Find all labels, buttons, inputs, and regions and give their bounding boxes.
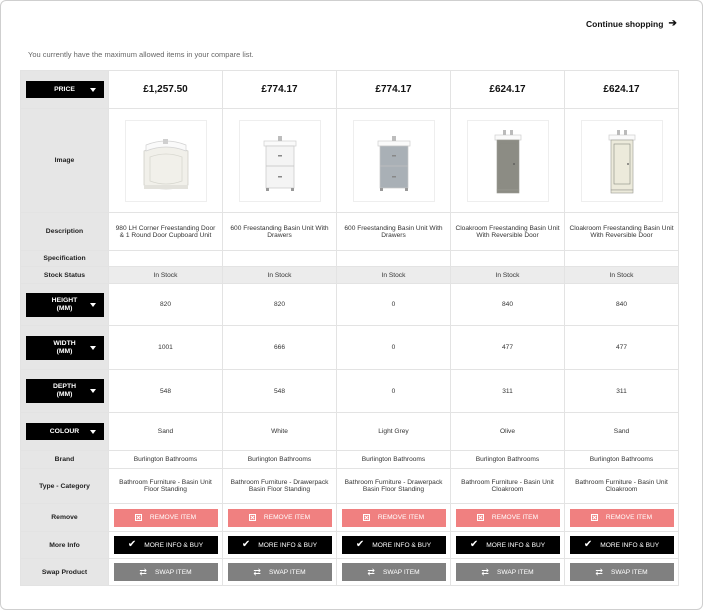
width-cell bbox=[109, 326, 223, 370]
product-type: Bathroom Furniture - Drawerpack Basin Floor Standing bbox=[344, 479, 443, 493]
remove-cell bbox=[223, 504, 337, 532]
stock-status: In Stock bbox=[609, 271, 634, 279]
image-label-cell bbox=[21, 109, 109, 213]
description-cell bbox=[565, 213, 679, 251]
chevron-down-icon bbox=[90, 346, 96, 350]
remove-cell bbox=[565, 504, 679, 532]
product-price: £774.17 bbox=[261, 84, 298, 95]
remove-item-button[interactable] bbox=[228, 509, 332, 527]
width-cell bbox=[337, 326, 451, 370]
checkmark-icon: ✔ bbox=[241, 539, 251, 550]
colour-label-cell bbox=[21, 413, 109, 451]
stock-status: In Stock bbox=[153, 271, 178, 279]
width-dropdown[interactable] bbox=[26, 336, 104, 360]
product-description: 600 Freestanding Basin Unit With Drawers bbox=[344, 224, 443, 239]
height-cell bbox=[223, 284, 337, 326]
product-colour: Sand bbox=[157, 428, 174, 435]
more-info-buy-button[interactable] bbox=[456, 536, 560, 554]
image-cell bbox=[451, 109, 565, 213]
product-width: 666 bbox=[273, 344, 285, 351]
price-dropdown[interactable] bbox=[26, 81, 104, 98]
product-type: Bathroom Furniture - Basin Unit Cloakroom bbox=[461, 479, 554, 493]
product-brand: Burlington Bathrooms bbox=[361, 456, 426, 463]
type-cell bbox=[565, 469, 679, 504]
remove-cell bbox=[451, 504, 565, 532]
description-row-label: Description bbox=[45, 228, 84, 235]
width-cell bbox=[223, 326, 337, 370]
remove-box-icon bbox=[249, 514, 256, 521]
specification-cell bbox=[109, 251, 223, 267]
product-colour: Sand bbox=[613, 428, 630, 435]
remove-item-button[interactable] bbox=[570, 509, 674, 527]
info-button-label: MORE INFO & BUY bbox=[600, 541, 660, 549]
height-dropdown-label bbox=[52, 297, 78, 313]
info-button-label: MORE INFO & BUY bbox=[372, 541, 432, 549]
compare-limit-notice: You currently have the maximum allowed items in your compare list. bbox=[28, 50, 254, 59]
description-cell bbox=[451, 213, 565, 251]
depth-cell bbox=[109, 370, 223, 413]
depth-dropdown-label bbox=[53, 383, 76, 399]
brand-cell bbox=[451, 451, 565, 469]
width-dropdown-text-1: WIDTH bbox=[53, 339, 76, 347]
product-height: 0 bbox=[391, 301, 396, 308]
height-dropdown-text-2: (MM) bbox=[56, 304, 73, 312]
product-description: 600 Freestanding Basin Unit With Drawers bbox=[230, 224, 329, 239]
product-height: 820 bbox=[159, 301, 171, 308]
product-height: 840 bbox=[501, 301, 513, 308]
depth-cell bbox=[565, 370, 679, 413]
remove-button-label: REMOVE ITEM bbox=[491, 514, 539, 521]
brand-cell bbox=[223, 451, 337, 469]
depth-dropdown-text-1: DEPTH bbox=[52, 383, 77, 391]
info-cell bbox=[223, 532, 337, 559]
product-height: 820 bbox=[273, 301, 285, 308]
swap-button-label: SWAP ITEM bbox=[154, 568, 192, 576]
product-width: 477 bbox=[501, 344, 513, 351]
swap-arrows-icon: ⇄ bbox=[367, 566, 375, 577]
stock-status-row-label: Stock Status bbox=[43, 271, 86, 279]
width-cell bbox=[451, 326, 565, 370]
cloakroom-unit-image[interactable] bbox=[581, 120, 663, 202]
height-label-cell bbox=[21, 284, 109, 326]
checkmark-icon: ✔ bbox=[355, 539, 365, 550]
swap-cell bbox=[337, 559, 451, 586]
stock-cell bbox=[565, 267, 679, 284]
remove-button-label: REMOVE ITEM bbox=[263, 514, 311, 521]
swap-arrows-icon: ⇄ bbox=[595, 566, 603, 577]
type-cell bbox=[451, 469, 565, 504]
price-cell bbox=[565, 71, 679, 109]
swap-cell bbox=[451, 559, 565, 586]
product-description: Cloakroom Freestanding Basin Unit With Reversible Door bbox=[455, 224, 560, 239]
image-cell bbox=[565, 109, 679, 213]
product-width: 477 bbox=[615, 344, 627, 351]
swap-item-button[interactable] bbox=[342, 563, 446, 581]
product-description: 980 LH Corner Freestanding Door & 1 Round Door Cupboard Unit bbox=[115, 224, 216, 239]
swap-product-row-label-cell bbox=[21, 559, 109, 586]
price-label-cell bbox=[21, 71, 109, 109]
product-width: 1001 bbox=[158, 344, 173, 351]
specification-cell bbox=[451, 251, 565, 267]
width-dropdown-label bbox=[53, 340, 75, 356]
price-dropdown-text-1: PRICE bbox=[54, 85, 75, 93]
width-cell bbox=[565, 326, 679, 370]
specification-cell bbox=[337, 251, 451, 267]
swap-arrows-icon: ⇄ bbox=[253, 566, 261, 577]
remove-item-button[interactable] bbox=[114, 509, 218, 527]
colour-cell bbox=[451, 413, 565, 451]
product-depth: 548 bbox=[273, 387, 285, 395]
description-label-cell bbox=[21, 213, 109, 251]
colour-cell bbox=[565, 413, 679, 451]
price-cell bbox=[451, 71, 565, 109]
stock-label-cell bbox=[21, 267, 109, 284]
depth-dropdown[interactable] bbox=[26, 379, 104, 403]
description-cell bbox=[109, 213, 223, 251]
type-label-cell bbox=[21, 469, 109, 504]
stock-cell bbox=[109, 267, 223, 284]
remove-item-button[interactable] bbox=[342, 509, 446, 527]
price-cell bbox=[337, 71, 451, 109]
product-price: £1,257.50 bbox=[143, 84, 188, 95]
specification-cell bbox=[223, 251, 337, 267]
product-type: Bathroom Furniture - Basin Unit Cloakroom bbox=[575, 479, 668, 493]
product-price: £624.17 bbox=[489, 84, 526, 95]
remove-row-label-cell bbox=[21, 504, 109, 532]
depth-cell bbox=[451, 370, 565, 413]
swap-cell bbox=[109, 559, 223, 586]
stock-status: In Stock bbox=[381, 271, 406, 279]
swap-button-label: SWAP ITEM bbox=[496, 568, 534, 576]
description-cell bbox=[337, 213, 451, 251]
info-button-label: MORE INFO & BUY bbox=[258, 541, 318, 549]
product-brand: Burlington Bathrooms bbox=[133, 456, 198, 463]
swap-button-label: SWAP ITEM bbox=[610, 568, 648, 576]
chevron-down-icon bbox=[90, 303, 96, 307]
remove-item-button[interactable] bbox=[456, 509, 560, 527]
width-dropdown-text-2: (MM) bbox=[56, 347, 73, 355]
remove-box-icon bbox=[477, 514, 484, 521]
product-type: Bathroom Furniture - Drawerpack Basin Floor Standing bbox=[230, 479, 329, 493]
product-description: Cloakroom Freestanding Basin Unit With Reversible Door bbox=[569, 224, 674, 239]
swap-button-label: SWAP ITEM bbox=[268, 568, 306, 576]
product-brand: Burlington Bathrooms bbox=[589, 456, 654, 463]
product-type: Bathroom Furniture - Basin Unit Floor Standing bbox=[119, 479, 212, 493]
remove-button-label: REMOVE ITEM bbox=[149, 514, 197, 521]
product-height: 840 bbox=[615, 301, 627, 308]
chevron-down-icon bbox=[90, 88, 96, 92]
colour-cell bbox=[109, 413, 223, 451]
specification-cell bbox=[565, 251, 679, 267]
remove-box-icon bbox=[135, 514, 142, 521]
height-cell bbox=[109, 284, 223, 326]
checkmark-icon: ✔ bbox=[583, 539, 593, 550]
swap-arrows-icon: ⇄ bbox=[481, 566, 489, 577]
type-cell bbox=[109, 469, 223, 504]
image-cell bbox=[337, 109, 451, 213]
info-button-label: MORE INFO & BUY bbox=[486, 541, 546, 549]
colour-cell bbox=[337, 413, 451, 451]
brand-label-cell bbox=[21, 451, 109, 469]
compare-table bbox=[20, 70, 679, 586]
product-depth: 311 bbox=[502, 387, 513, 395]
price-cell bbox=[223, 71, 337, 109]
swap-item-button[interactable] bbox=[228, 563, 332, 581]
checkmark-icon: ✔ bbox=[469, 539, 479, 550]
more-info-buy-button[interactable] bbox=[570, 536, 674, 554]
chevron-down-icon bbox=[90, 430, 96, 434]
product-depth: 548 bbox=[159, 387, 171, 395]
product-depth: 311 bbox=[616, 387, 627, 395]
specification-label-cell bbox=[21, 251, 109, 267]
depth-dropdown-text-2: (MM) bbox=[56, 391, 73, 398]
info-cell bbox=[109, 532, 223, 559]
type-cell bbox=[337, 469, 451, 504]
specification-row-label: Specification bbox=[43, 255, 86, 262]
swap-item-button[interactable] bbox=[114, 563, 218, 581]
image-row-label: Image bbox=[54, 157, 75, 164]
checkmark-icon: ✔ bbox=[127, 539, 137, 550]
more-info-buy-button[interactable] bbox=[228, 536, 332, 554]
remove-box-icon bbox=[363, 514, 370, 521]
more-info-row-label-cell bbox=[21, 532, 109, 559]
continue-shopping-link[interactable] bbox=[586, 18, 677, 29]
drawer-vanity-unit-image[interactable] bbox=[239, 120, 321, 202]
brand-cell bbox=[109, 451, 223, 469]
product-colour: Light Grey bbox=[378, 428, 409, 435]
swap-item-button[interactable] bbox=[570, 563, 674, 581]
height-cell bbox=[565, 284, 679, 326]
more-info-buy-button[interactable] bbox=[342, 536, 446, 554]
depth-label-cell bbox=[21, 370, 109, 413]
stock-cell bbox=[223, 267, 337, 284]
remove-cell bbox=[337, 504, 451, 532]
swap-arrows-icon: ⇄ bbox=[139, 566, 147, 577]
swap-item-button[interactable] bbox=[456, 563, 560, 581]
product-width: 0 bbox=[391, 344, 396, 351]
product-brand: Burlington Bathrooms bbox=[475, 456, 540, 463]
type-category-row-label: Type - Category bbox=[39, 482, 90, 490]
height-dropdown-text-1: HEIGHT bbox=[51, 296, 78, 304]
type-cell bbox=[223, 469, 337, 504]
drawer-vanity-unit-image[interactable] bbox=[353, 120, 435, 202]
brand-cell bbox=[565, 451, 679, 469]
continue-shopping-label: Continue shopping bbox=[586, 18, 664, 29]
swap-cell bbox=[565, 559, 679, 586]
remove-box-icon bbox=[591, 514, 598, 521]
stock-status: In Stock bbox=[267, 271, 292, 279]
remove-button-label: REMOVE ITEM bbox=[377, 514, 425, 521]
height-cell bbox=[337, 284, 451, 326]
cloakroom-unit-image[interactable] bbox=[467, 120, 549, 202]
more-info-row-label: More Info bbox=[49, 541, 80, 549]
product-colour: Olive bbox=[499, 428, 516, 435]
product-price: £774.17 bbox=[375, 84, 412, 95]
depth-cell bbox=[223, 370, 337, 413]
chevron-down-icon bbox=[90, 389, 96, 393]
product-price: £624.17 bbox=[603, 84, 640, 95]
price-cell bbox=[109, 71, 223, 109]
brand-cell bbox=[337, 451, 451, 469]
remove-button-label: REMOVE ITEM bbox=[605, 514, 653, 521]
product-depth: 0 bbox=[391, 387, 396, 395]
image-cell bbox=[109, 109, 223, 213]
swap-button-label: SWAP ITEM bbox=[382, 568, 420, 576]
stock-cell bbox=[337, 267, 451, 284]
description-cell bbox=[223, 213, 337, 251]
depth-cell bbox=[337, 370, 451, 413]
stock-status: In Stock bbox=[495, 271, 520, 279]
info-button-label: MORE INFO & BUY bbox=[144, 541, 204, 549]
remove-cell bbox=[109, 504, 223, 532]
info-cell bbox=[565, 532, 679, 559]
price-dropdown-label bbox=[54, 86, 75, 94]
product-brand: Burlington Bathrooms bbox=[247, 456, 312, 463]
width-label-cell bbox=[21, 326, 109, 370]
colour-dropdown[interactable] bbox=[26, 423, 104, 440]
corner-vanity-unit-image[interactable] bbox=[125, 120, 207, 202]
info-cell bbox=[337, 532, 451, 559]
stock-cell bbox=[451, 267, 565, 284]
swap-cell bbox=[223, 559, 337, 586]
colour-dropdown-label bbox=[50, 428, 79, 436]
swap-product-row-label: Swap Product bbox=[41, 568, 88, 576]
info-cell bbox=[451, 532, 565, 559]
remove-row-label: Remove bbox=[51, 514, 78, 521]
height-dropdown[interactable] bbox=[26, 293, 104, 317]
more-info-buy-button[interactable] bbox=[114, 536, 218, 554]
product-colour: White bbox=[271, 428, 288, 435]
image-cell bbox=[223, 109, 337, 213]
brand-row-label: Brand bbox=[54, 456, 75, 463]
arrow-right-icon: ➔ bbox=[668, 18, 677, 29]
colour-cell bbox=[223, 413, 337, 451]
height-cell bbox=[451, 284, 565, 326]
colour-dropdown-text-1: COLOUR bbox=[49, 427, 80, 435]
